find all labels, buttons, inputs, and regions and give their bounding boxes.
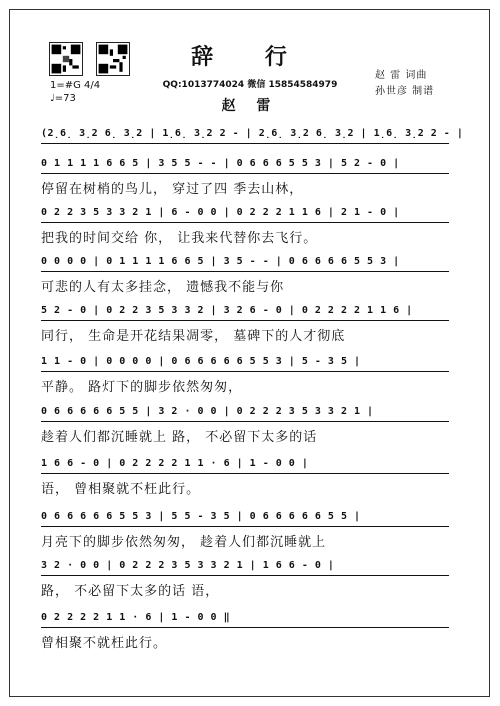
- beam-underline: [41, 320, 449, 321]
- lyric-line: 路， 不必留下太多的话 语，: [41, 584, 220, 599]
- lyric-line: 语， 曾相聚就不枉此行。: [41, 482, 201, 497]
- jianpu-notes: 0 2 2 3 5 3 3 2 1 | 6 - 0 0 | 0 2 2 2 1 1 6 | 2 1 - 0 |: [41, 207, 449, 221]
- jianpu-notes: 1 1 - 0 | 0 0 0 0 | 0 6 6 6 6 6 5 5 3 | 5 - 3 5 |: [41, 356, 449, 370]
- contact-info: QQ:1013774024 微信 15854584979: [162, 80, 338, 90]
- jianpu-notes: 0 1 1 1 1 6 6 5 | 3 5 5 - - | 0 6 6 6 5 5 3 | 5 2 - 0 |: [41, 158, 449, 172]
- jianpu-notes: 0 2 2 2 2 1 1 · 6 | 1 - 0 0 ‖: [41, 612, 449, 626]
- jianpu-notes: 5 2 - 0 | 0 2 2 3 5 3 3 2 | 3 2 6 - 0 | 0 2 2 2 2 1 1 6 |: [41, 305, 449, 319]
- lyric-line: 月亮下的脚步依然匆匆， 趁着人们都沉睡就上: [41, 535, 327, 550]
- song-title: 辞 行: [191, 44, 309, 70]
- jianpu-notes: 3 2 · 0 0 | 0 2 2 2 3 5 3 3 2 1 | 1 6 6 - 0 |: [41, 560, 449, 574]
- beam-underline: [41, 421, 449, 422]
- jianpu-notes: 0 6 6 6 6 6 5 5 | 3 2 · 0 0 | 0 2 2 2 3 5 3 3 2 1 |: [41, 406, 449, 420]
- beam-underline: [41, 143, 449, 144]
- beam-underline: [41, 526, 449, 527]
- composer-credit: 赵 雷 词曲: [375, 70, 428, 81]
- jianpu-notes: 0 6 6 6 6 6 5 5 3 | 5 5 - 3 5 | 0 6 6 6 6 6 5 5 |: [41, 511, 449, 525]
- beam-underline: [41, 371, 449, 372]
- beam-underline: [41, 473, 449, 474]
- lyric-line: 停留在树梢的鸟儿， 穿过了四 季去山林，: [41, 182, 304, 197]
- jianpu-notes: (2̣6̣ 3̣2 6̣ 3̣2 | 1̣6̣ 3̣2 2 - | 2̣6̣ 3̣2 6̣ 3̣2 | 1̣6̣ 3̣2 2 - |: [41, 128, 449, 142]
- jianpu-notes: 1 6 6 - 0 | 0 2 2 2 2 1 1 · 6 | 1 - 0 0 |: [41, 458, 449, 472]
- key-signature: 1=#G 4/4: [50, 80, 101, 91]
- singer-name: 赵 雷: [221, 98, 279, 114]
- jianpu-notes: 0 0 0 0 | 0 1 1 1 1 6 6 5 | 3 5 - - | 0 6 6 6 6 5 5 3 |: [41, 256, 449, 270]
- beam-underline: [41, 271, 449, 272]
- beam-underline: [41, 575, 449, 576]
- lyric-line: 可悲的人有太多挂念， 遗憾我不能与你: [41, 280, 285, 295]
- tempo-marking: ♩=73: [50, 93, 76, 104]
- lyric-line: 趁着人们都沉睡就上 路， 不必留下太多的话: [41, 430, 318, 445]
- beam-underline: [41, 627, 449, 628]
- beam-underline: [41, 222, 449, 223]
- beam-underline: [41, 173, 449, 174]
- transcriber-credit: 孙世彦 制谱: [375, 86, 435, 97]
- lyric-line: 同行， 生命是开花结果凋零， 墓碑下的人才彻底: [41, 329, 346, 344]
- lyric-line: 把我的时间交给 你， 让我来代替你去飞行。: [41, 231, 318, 246]
- lyric-line: 平静。 路灯下的脚步依然匆匆，: [41, 380, 243, 395]
- lyric-line: 曾相聚不就枉此行。: [41, 636, 168, 651]
